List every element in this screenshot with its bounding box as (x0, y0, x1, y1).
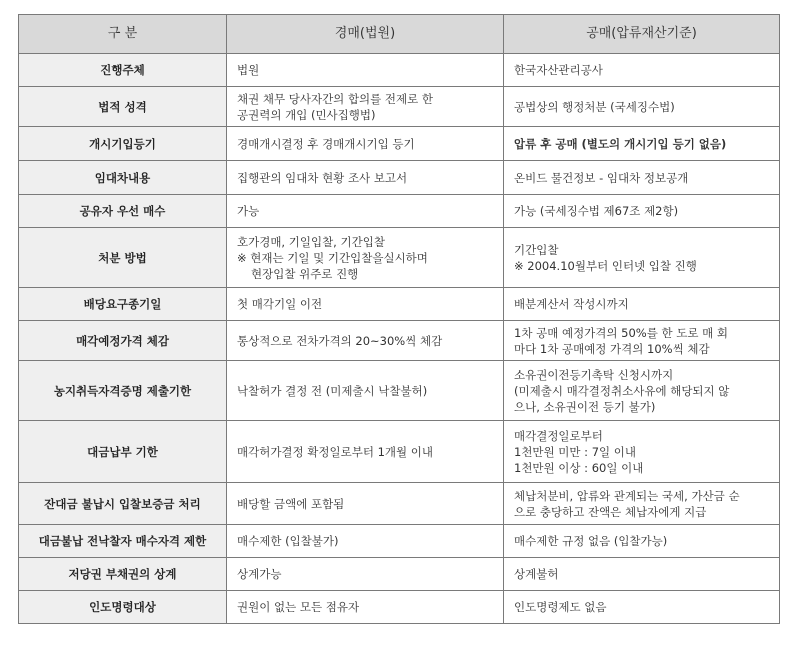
table-row (19, 558, 780, 591)
table-row (19, 361, 780, 421)
public-sale-value (504, 288, 780, 321)
value-line: 현장입찰 위주로 진행 (251, 266, 359, 281)
header-item: 구 분 (19, 15, 227, 54)
value-line: 1차 공매 예정가격의 50%를 한 도로 매 회 (514, 325, 728, 340)
public-sale-value (504, 195, 780, 228)
row-item-label: 배당요구종기일 (19, 288, 227, 321)
row-item-label: 매각예정가격 체감 (19, 321, 227, 361)
value-line: 기간입찰 (514, 242, 559, 257)
public-sale-value (504, 361, 780, 421)
value-line: 1천만원 미만 : 7일 이내 (514, 444, 637, 459)
header-auction: 경매(법원) (227, 15, 504, 54)
auction-value (227, 321, 504, 361)
value-line: 상계가능 (237, 567, 282, 581)
value-line: 채권 채무 당사자간의 합의를 전제로 한 (237, 91, 434, 106)
value-line: 집행관의 임대차 현황 조사 보고서 (237, 170, 408, 185)
auction-value (227, 558, 504, 591)
value-line: 1천만원 이상 : 60일 이내 (514, 460, 644, 475)
auction-value (227, 161, 504, 195)
row-item-label: 잔대금 불납시 입찰보증금 처리 (19, 483, 227, 525)
row-item-label: 임대차내용 (19, 161, 227, 195)
auction-value (227, 591, 504, 624)
value-line: 체납처분비, 압류와 관계되는 국세, 가산금 순 (514, 488, 740, 503)
value-line: ※ 2004.10월부터 인터넷 입찰 진행 (514, 258, 697, 273)
row-item-label: 농지취득자격증명 제출기한 (19, 361, 227, 421)
value-line: 법원 (237, 63, 260, 77)
value-line: 첫 매각기일 이전 (237, 297, 323, 311)
auction-value (227, 525, 504, 558)
public-sale-value (504, 591, 780, 624)
value-line: 상계불허 (514, 567, 559, 581)
auction-value (227, 54, 504, 87)
public-sale-value (504, 87, 780, 127)
table-row (19, 87, 780, 127)
row-item-label: 대금납부 기한 (19, 421, 227, 483)
value-line: (미제출시 매각결정취소사유에 해당되지 않 (514, 383, 730, 398)
value-line: 인도명령제도 없음 (514, 600, 607, 614)
value-line: 매수제한 (입찰불가) (237, 534, 339, 548)
public-sale-value (504, 421, 780, 483)
row-item-label: 법적 성격 (19, 87, 227, 127)
public-sale-value (504, 161, 780, 195)
value-line: ※ 현재는 기일 및 기간입찰을실시하며 (237, 250, 428, 265)
value-line: 가능 (237, 204, 260, 218)
value-line: 매각결정일로부터 (514, 428, 603, 443)
value-line: 낙찰허가 결정 전 (미제출시 낙찰불허) (237, 383, 428, 398)
table-row (19, 483, 780, 525)
value-line: 배당할 금액에 포함됨 (237, 496, 345, 511)
auction-value (227, 228, 504, 288)
value-line: 온비드 물건정보 - 임대차 정보공개 (514, 170, 689, 185)
table-row (19, 228, 780, 288)
row-item-label: 진행주체 (19, 54, 227, 87)
auction-value (227, 421, 504, 483)
value-line: 압류 후 공매 (별도의 개시기입 등기 없음) (514, 136, 727, 151)
table-row (19, 421, 780, 483)
value-line: 매각허가결정 확정일로부터 1개월 이내 (237, 444, 434, 459)
table-row (19, 54, 780, 87)
table-row (19, 591, 780, 624)
public-sale-value (504, 321, 780, 361)
value-line: 경매개시결정 후 경매개시기입 등기 (237, 136, 415, 151)
value-line: 으로 충당하고 잔액은 체납자에게 지급 (514, 504, 707, 519)
value-line: 공권력의 개입 (민사집행법) (237, 107, 376, 122)
auction-value (227, 361, 504, 421)
value-line: 마다 1차 공매예정 가격의 10%씩 체감 (514, 341, 710, 356)
value-line: 한국자산관리공사 (514, 63, 603, 77)
comparison-table (18, 14, 780, 624)
public-sale-value (504, 228, 780, 288)
auction-value (227, 288, 504, 321)
public-sale-value (504, 525, 780, 558)
value-line: 권원이 없는 모든 점유자 (237, 600, 360, 614)
row-item-label: 인도명령대상 (19, 591, 227, 624)
auction-value (227, 127, 504, 161)
row-item-label: 처분 방법 (19, 228, 227, 288)
table-row (19, 195, 780, 228)
table-row (19, 321, 780, 361)
value-line: 호가경매, 기일입찰, 기간입찰 (237, 234, 385, 249)
auction-value (227, 195, 504, 228)
header-row (19, 15, 780, 54)
table-row (19, 288, 780, 321)
value-line: 배분계산서 작성시까지 (514, 297, 629, 311)
value-line: 으나, 소유권이전 등기 불가) (514, 399, 656, 414)
public-sale-value (504, 127, 780, 161)
value-line: 소유권이전등기촉탁 신청시까지 (514, 367, 674, 382)
row-item-label: 저당권 부채권의 상계 (19, 558, 227, 591)
auction-value (227, 87, 504, 127)
table-row (19, 127, 780, 161)
row-item-label: 개시기입등기 (19, 127, 227, 161)
public-sale-value (504, 558, 780, 591)
value-line: 가능 (국세징수법 제67조 제2항) (514, 204, 679, 218)
value-line: 매수제한 규정 없음 (입찰가능) (514, 534, 668, 548)
value-line: 통상적으로 전차가격의 20~30%씩 체감 (237, 333, 443, 348)
public-sale-value (504, 54, 780, 87)
row-item-label: 대금불납 전낙찰자 매수자격 제한 (19, 525, 227, 558)
header-public-sale: 공매(압류재산기준) (504, 15, 780, 54)
table-row (19, 161, 780, 195)
table-row (19, 525, 780, 558)
auction-value (227, 483, 504, 525)
row-item-label: 공유자 우선 매수 (19, 195, 227, 228)
value-line: 공법상의 행정처분 (국세징수법) (514, 99, 675, 114)
public-sale-value (504, 483, 780, 525)
